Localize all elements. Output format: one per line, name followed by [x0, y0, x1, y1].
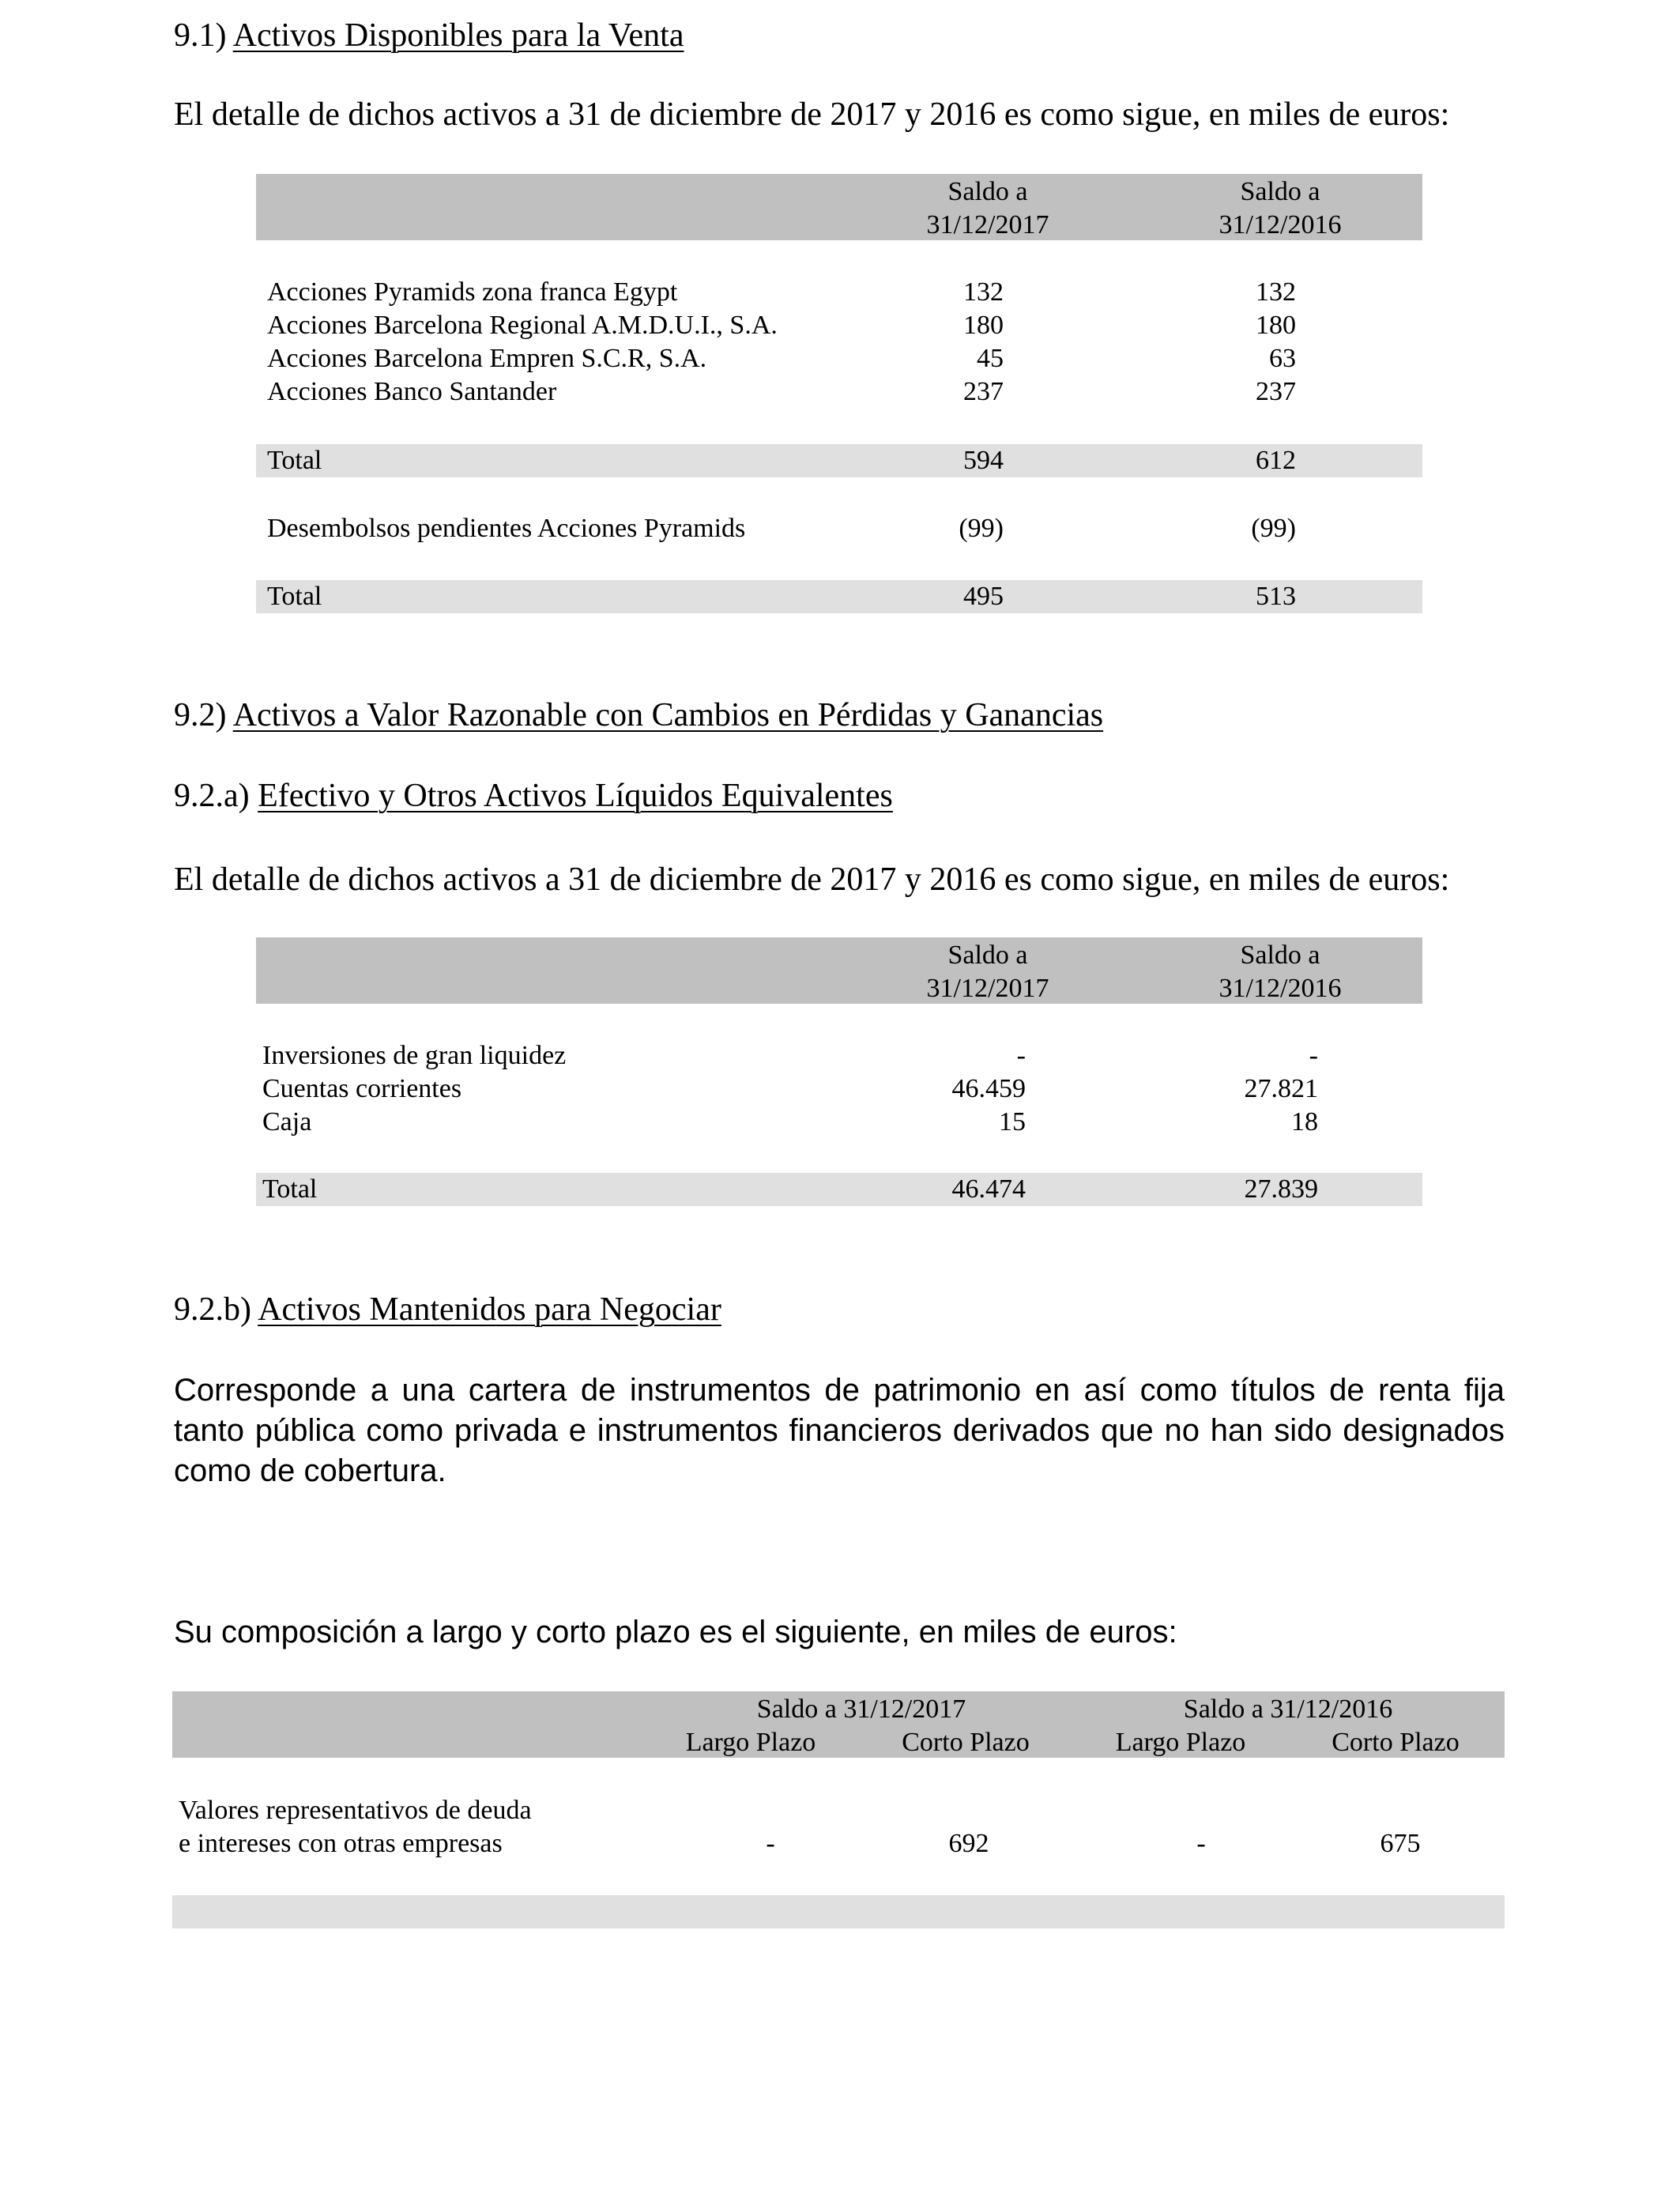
col-header-2017-line1: Saldo a [947, 177, 1028, 206]
row-label: Caja [262, 1107, 312, 1137]
row-value-2017: 237 [963, 377, 1004, 406]
row-value-2016: 18 [1291, 1107, 1318, 1137]
total-value-2016: 612 [1256, 446, 1296, 475]
total-label: Total [267, 582, 322, 611]
composition-intro: Su composición a largo y corto plazo es el siguiente, en miles de euros: [174, 1615, 1177, 1649]
total-value-2017: 46.474 [951, 1174, 1026, 1204]
row-value-2016: 132 [1256, 277, 1296, 307]
section-9-2-heading [174, 696, 1103, 735]
group-header-2017: Saldo a 31/12/2017 [756, 1695, 966, 1724]
col-header-2017-line2: 31/12/2017 [926, 210, 1049, 239]
row-value-2017: 46.459 [951, 1074, 1026, 1103]
subheader-largo-2017: Largo Plazo [685, 1728, 816, 1757]
row-value-2016: - [1309, 1041, 1318, 1070]
row-label-line1: Valores representativos de deuda [179, 1796, 532, 1825]
total-value-2017: 495 [963, 582, 1004, 611]
col-header-2016-line2: 31/12/2016 [1219, 974, 1342, 1003]
row-label: Inversiones de gran liquidez [262, 1041, 567, 1070]
section-9-2-b-heading [174, 1290, 721, 1329]
row-label: Acciones Barcelona Empren S.C.R, S.A. [267, 344, 707, 373]
total-value-2016: 27.839 [1244, 1174, 1318, 1204]
subheader-corto-2017: Corto Plazo [902, 1728, 1030, 1757]
section-title: Activos Disponibles para la Venta [232, 17, 684, 54]
value-corto-2016: 675 [1380, 1829, 1421, 1858]
pending-label: Desembolsos pendientes Acciones Pyramids [267, 514, 746, 543]
section-title: Efectivo y Otros Activos Líquidos Equivalentes [258, 778, 893, 814]
total-value-2017: 594 [963, 446, 1004, 475]
section-number: 9.1) [174, 17, 227, 54]
section-9-1-heading [174, 16, 684, 55]
empty-total-band [172, 1895, 1505, 1928]
row-value-2016: 27.821 [1244, 1074, 1318, 1103]
row-value-2016: 237 [1256, 377, 1296, 406]
value-largo-2016: - [1196, 1829, 1206, 1858]
row-value-2017: 132 [963, 277, 1004, 307]
row-value-2017: - [1016, 1041, 1026, 1070]
row-value-2017: 180 [963, 311, 1004, 340]
row-label: Acciones Pyramids zona franca Egypt [267, 277, 678, 307]
col-header-2016-line1: Saldo a [1240, 177, 1320, 206]
subheader-largo-2016: Largo Plazo [1115, 1728, 1246, 1757]
col-header-2016-line1: Saldo a [1240, 941, 1320, 970]
section-9-2-b-paragraph: Corresponde a una cartera de instrumentos de patrimonio en así como títulos de renta fija tanto pública como privada e instrumentos financieros derivados que no han sido designados como de cobertura. [174, 1373, 1505, 1488]
row-value-2016: 180 [1256, 311, 1296, 340]
col-header-2017-line1: Saldo a [947, 941, 1028, 970]
row-label: Acciones Barcelona Regional A.M.D.U.I., S.A. [267, 311, 778, 340]
section-title: Activos Mantenidos para Negociar [258, 1291, 721, 1328]
total-label: Total [262, 1174, 318, 1204]
pending-value-2017: (99) [959, 514, 1004, 543]
section-number: 9.2.a) [174, 778, 250, 814]
subheader-corto-2016: Corto Plazo [1332, 1728, 1460, 1757]
total-label: Total [267, 446, 322, 475]
section-number: 9.2.b) [174, 1291, 251, 1328]
col-header-2016-line2: 31/12/2016 [1219, 210, 1342, 239]
section-title: Activos a Valor Razonable con Cambios en Pérdidas y Ganancias [232, 697, 1104, 733]
col-header-2017-line2: 31/12/2017 [926, 974, 1049, 1003]
section-9-2-a-heading [174, 776, 893, 816]
row-label: Acciones Banco Santander [267, 377, 557, 406]
section-number: 9.2) [174, 697, 227, 733]
row-label: Cuentas corrientes [262, 1074, 462, 1103]
pending-value-2016: (99) [1251, 514, 1296, 543]
row-label-line2: e intereses con otras empresas [179, 1829, 503, 1858]
row-value-2016: 63 [1269, 344, 1296, 373]
value-corto-2017: 692 [948, 1829, 989, 1858]
value-largo-2017: - [766, 1829, 775, 1858]
section-9-1-intro: El detalle de dichos activos a 31 de diciembre de 2017 y 2016 es como sigue, en miles de euros: [174, 96, 1450, 133]
row-value-2017: 45 [977, 344, 1004, 373]
section-9-2-a-intro: El detalle de dichos activos a 31 de diciembre de 2017 y 2016 es como sigue, en miles de euros: [174, 861, 1450, 898]
group-header-2016: Saldo a 31/12/2016 [1183, 1695, 1393, 1724]
total-value-2016: 513 [1256, 582, 1296, 611]
row-value-2017: 15 [999, 1107, 1026, 1137]
